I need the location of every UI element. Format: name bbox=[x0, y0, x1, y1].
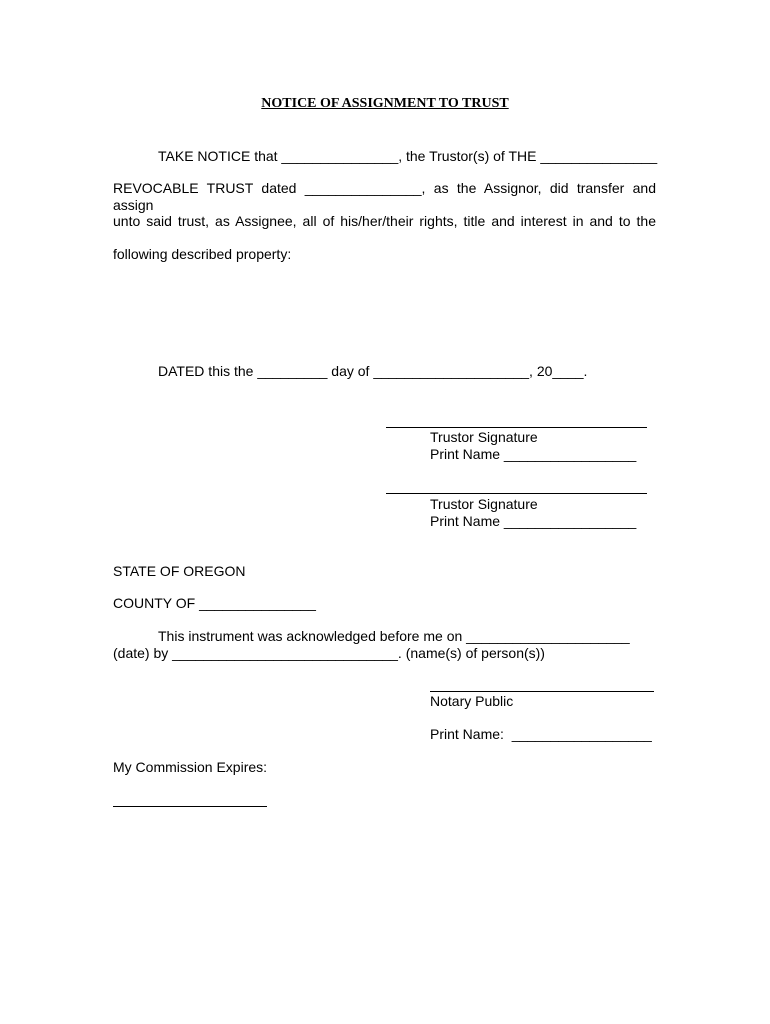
notary-label: Notary Public bbox=[430, 693, 514, 709]
print-name-2: Print Name _________________ bbox=[430, 513, 637, 529]
commission-date-line bbox=[113, 806, 267, 807]
dated-line: DATED this the _________ day of ____________________, 20____. bbox=[158, 363, 588, 379]
state-line: STATE OF OREGON bbox=[113, 563, 246, 579]
paragraph-line-1: TAKE NOTICE that _______________, the Trustor(s) of THE _______________ bbox=[158, 148, 658, 164]
commission-label: My Commission Expires: bbox=[113, 759, 268, 775]
acknowledgment-line-1: This instrument was acknowledged before me on _____________________ bbox=[158, 628, 630, 644]
paragraph-line-4: following described property: bbox=[113, 246, 292, 262]
paragraph-line-3: unto said trust, as Assignee, all of his/her/their rights, title and interest in and to the bbox=[113, 213, 656, 229]
signature-line-2 bbox=[386, 493, 647, 494]
acknowledgment-line-2: (date) by _____________________________. (name(s) of person(s)) bbox=[113, 645, 545, 661]
county-line: COUNTY OF _______________ bbox=[113, 595, 316, 611]
print-name-1: Print Name _________________ bbox=[430, 446, 637, 462]
notary-signature-line bbox=[430, 691, 654, 692]
signature-label-2: Trustor Signature bbox=[430, 496, 538, 512]
document-title: NOTICE OF ASSIGNMENT TO TRUST bbox=[261, 96, 509, 111]
signature-line-1 bbox=[386, 427, 647, 428]
notary-print-name: Print Name: __________________ bbox=[430, 726, 652, 742]
paragraph-line-2: REVOCABLE TRUST dated _______________, as the Assignor, did transfer and assign bbox=[113, 180, 656, 213]
signature-label-1: Trustor Signature bbox=[430, 429, 538, 445]
